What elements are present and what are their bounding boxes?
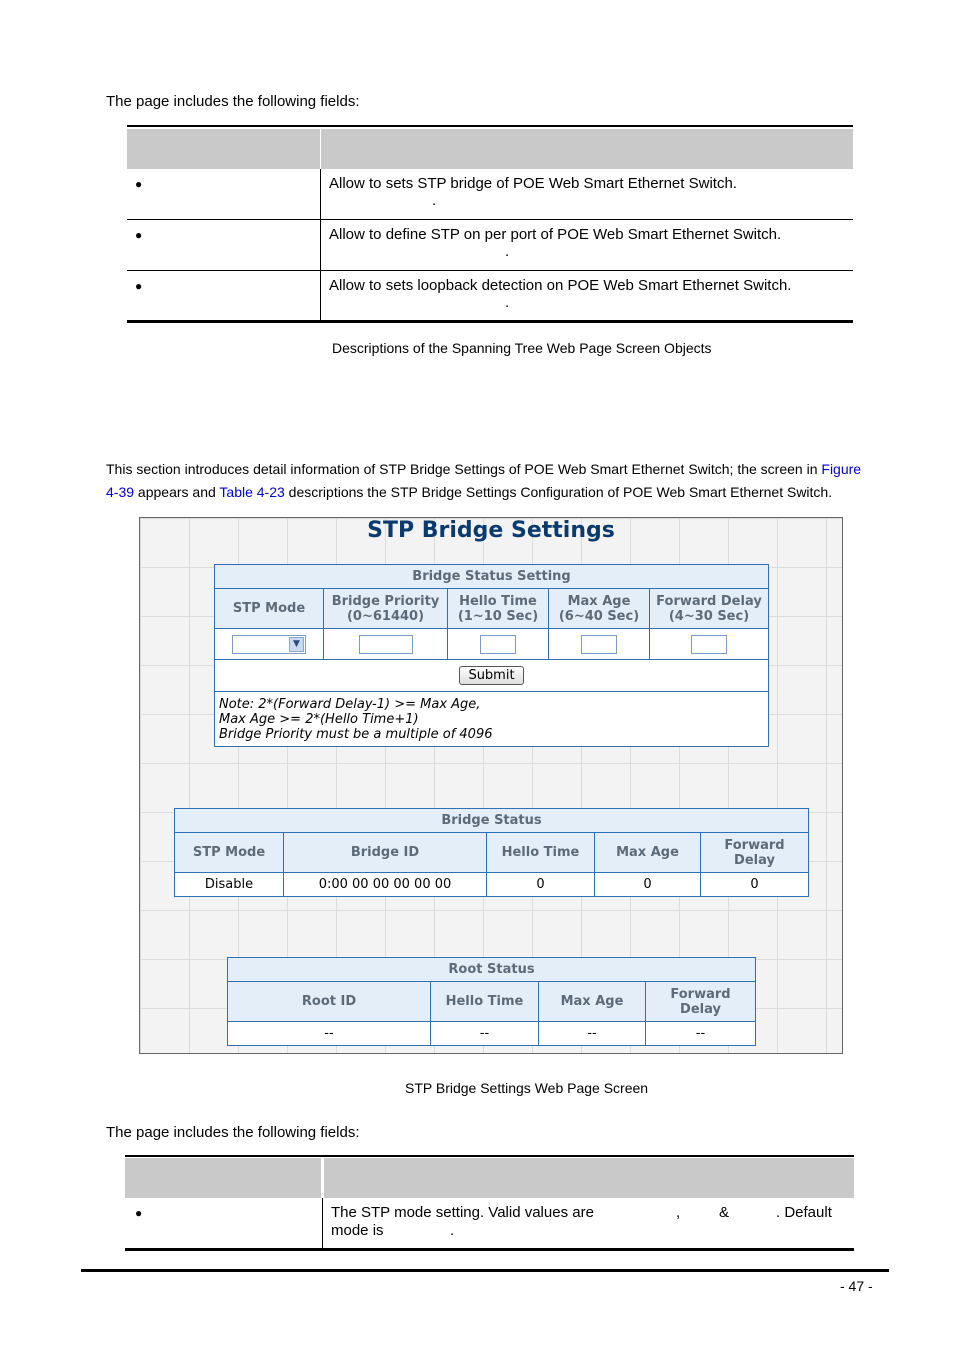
header-hello-time: Hello Time bbox=[431, 982, 539, 1022]
root-status-title: Root Status bbox=[228, 958, 756, 982]
bullet-icon: ● bbox=[135, 278, 143, 293]
row-description: The STP mode setting. Valid values are bbox=[331, 1204, 594, 1221]
footer-rule bbox=[81, 1269, 889, 1272]
header-forward-delay: Forward Delay bbox=[646, 982, 756, 1022]
header-stp-mode: STP Mode bbox=[215, 589, 324, 629]
value-max-age: 0 bbox=[595, 873, 701, 897]
header-forward-delay: Forward Delay (4~30 Sec) bbox=[650, 589, 769, 629]
value-hello-time: -- bbox=[431, 1022, 539, 1046]
header-max-age: Max Age bbox=[595, 833, 701, 873]
bullet-icon: ● bbox=[135, 1206, 143, 1220]
chevron-down-icon[interactable]: ▼ bbox=[289, 637, 304, 652]
row-description: Allow to sets STP bridge of POE Web Smart Ethernet Switch. bbox=[329, 175, 737, 192]
row-tail: . bbox=[505, 242, 510, 260]
value-stp-mode: Disable bbox=[175, 873, 284, 897]
bridge-status-table bbox=[174, 808, 809, 897]
header-bridge-priority: Bridge Priority (0~61440) bbox=[324, 589, 448, 629]
row-default: . Default bbox=[776, 1204, 832, 1221]
header-forward-delay: Forward Delay bbox=[701, 833, 809, 873]
row-tail: . bbox=[432, 192, 437, 209]
row-description: Allow to sets loopback detection on POE Web Smart Ethernet Switch. bbox=[329, 276, 792, 294]
header-stp-mode: STP Mode bbox=[175, 833, 284, 873]
table-rule-bottom bbox=[125, 1248, 854, 1251]
table-caption: Descriptions of the Spanning Tree Web Page Screen Objects bbox=[332, 340, 712, 356]
intro-text: The page includes the following fields: bbox=[106, 93, 360, 110]
table-rule-top bbox=[125, 1155, 854, 1157]
forward-delay-input[interactable] bbox=[691, 635, 727, 654]
table-header-description bbox=[323, 1158, 855, 1198]
header-root-id: Root ID bbox=[228, 982, 431, 1022]
bridge-status-setting-title: Bridge Status Setting bbox=[215, 565, 769, 589]
value-root-id: -- bbox=[228, 1022, 431, 1046]
intro-text: The page includes the following fields: bbox=[106, 1124, 360, 1141]
table-rule-top bbox=[127, 125, 853, 127]
paragraph-text: This section introduces detail information of STP Bridge Settings of POE Web Smart Ethernet Switch; the screen in bbox=[106, 461, 822, 477]
bridge-status-setting-table bbox=[214, 564, 769, 747]
table-row bbox=[175, 873, 809, 897]
value-forward-delay: -- bbox=[646, 1022, 756, 1046]
header-max-age: Max Age bbox=[539, 982, 646, 1022]
stp-bridge-settings-screenshot bbox=[139, 517, 843, 1054]
table-header-object bbox=[125, 1158, 323, 1198]
row-tail: . bbox=[450, 1222, 455, 1239]
page-title: STP Bridge Settings bbox=[367, 518, 615, 543]
value-forward-delay: 0 bbox=[701, 873, 809, 897]
note-line: Bridge Priority must be a multiple of 4096 bbox=[219, 726, 493, 742]
table-rule-bottom bbox=[127, 320, 853, 323]
bridge-status-title: Bridge Status bbox=[175, 809, 809, 833]
max-age-input[interactable] bbox=[581, 635, 617, 654]
row-description-line2: mode is bbox=[331, 1222, 384, 1239]
note-line: Max Age >= 2*(Hello Time+1) bbox=[219, 711, 419, 727]
table-link[interactable]: Table 4-23 bbox=[219, 484, 285, 500]
hello-time-input[interactable] bbox=[480, 635, 516, 654]
note-line: Note: 2*(Forward Delay-1) >= Max Age, bbox=[219, 696, 481, 712]
paragraph-text: descriptions the STP Bridge Settings Configuration of POE Web Smart Ethernet Switch. bbox=[284, 484, 833, 500]
note-text bbox=[215, 692, 769, 747]
bridge-priority-input[interactable] bbox=[359, 635, 413, 654]
table-row bbox=[127, 169, 853, 219]
table-row bbox=[127, 219, 853, 270]
paragraph-text: appears and bbox=[134, 484, 220, 500]
header-hello-time: Hello Time (1~10 Sec) bbox=[448, 589, 549, 629]
submit-button[interactable]: Submit bbox=[459, 666, 523, 685]
table-header-object bbox=[127, 129, 321, 169]
value-max-age: -- bbox=[539, 1022, 646, 1046]
header-bridge-id: Bridge ID bbox=[284, 833, 487, 873]
bullet-icon: ● bbox=[135, 177, 143, 191]
section-paragraph bbox=[106, 458, 886, 504]
page-number: - 47 - bbox=[840, 1278, 873, 1294]
figure-link-number[interactable]: 4-39 bbox=[106, 484, 135, 500]
bullet-icon: ● bbox=[135, 227, 143, 242]
header-hello-time: Hello Time bbox=[487, 833, 595, 873]
description-table-1 bbox=[127, 129, 853, 320]
stp-mode-select[interactable] bbox=[232, 635, 306, 654]
row-comma: , bbox=[676, 1204, 681, 1221]
table-row bbox=[228, 1022, 756, 1046]
table-row bbox=[127, 270, 853, 320]
value-hello-time: 0 bbox=[487, 873, 595, 897]
root-status-table bbox=[227, 957, 756, 1046]
row-ampersand: & bbox=[719, 1204, 730, 1221]
header-max-age: Max Age (6~40 Sec) bbox=[549, 589, 650, 629]
value-bridge-id: 0:00 00 00 00 00 00 bbox=[284, 873, 487, 897]
row-description: Allow to define STP on per port of POE Web Smart Ethernet Switch. bbox=[329, 225, 782, 243]
table-header-description bbox=[321, 129, 854, 169]
figure-caption: STP Bridge Settings Web Page Screen bbox=[405, 1080, 649, 1096]
description-table-2 bbox=[125, 1158, 854, 1248]
table-row bbox=[125, 1198, 854, 1248]
row-tail: . bbox=[505, 293, 510, 311]
figure-link[interactable]: Figure bbox=[821, 461, 862, 477]
